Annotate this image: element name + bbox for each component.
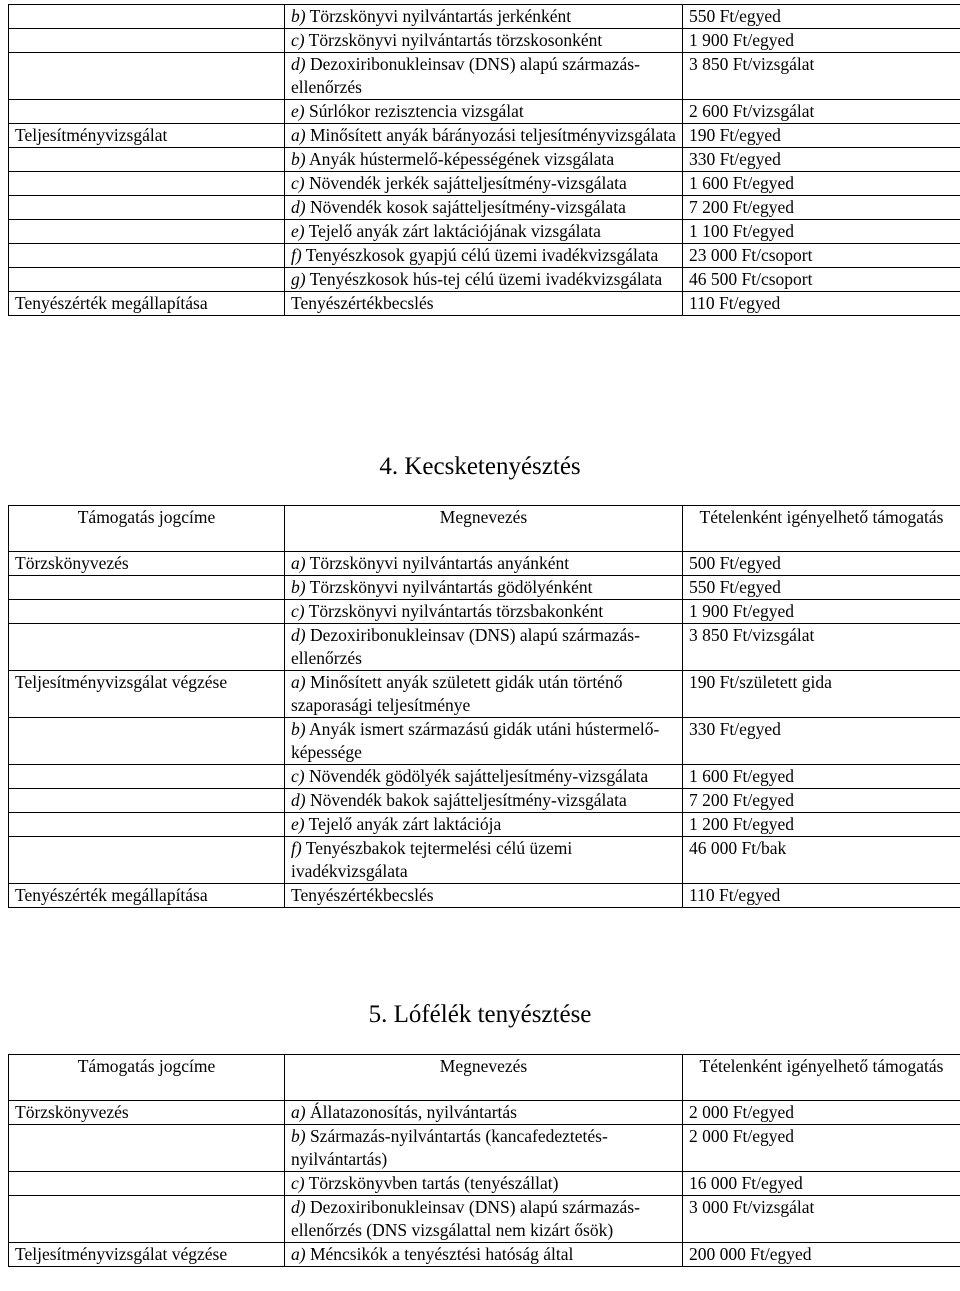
table-row xyxy=(9,624,960,671)
cell-amount: 1 900 Ft/egyed xyxy=(683,600,960,624)
cell-amount: 3 000 Ft/vizsgálat xyxy=(683,1196,960,1243)
item-name: Dezoxiribonukleinsav (DNS) alapú származás-ellenőrzés xyxy=(291,625,640,668)
cell-amount: 330 Ft/egyed xyxy=(683,148,960,172)
item-name: Súrlókor rezisztencia vizsgálat xyxy=(308,101,524,121)
item-name: Törzskönyvi nyilvántartás anyánként xyxy=(309,553,570,573)
item-letter: c) xyxy=(291,173,305,193)
cell-amount: 330 Ft/egyed xyxy=(683,718,960,765)
cell-amount: 3 850 Ft/vizsgálat xyxy=(683,53,960,100)
item-name: Tenyészértékbecslés xyxy=(291,293,434,313)
horse-table-body xyxy=(9,1101,960,1267)
table-row xyxy=(9,600,960,624)
item-letter: d) xyxy=(291,197,306,217)
cell-amount: 190 Ft/született gida xyxy=(683,671,960,718)
item-name: Törzskönyvi nyilvántartás jerkénként xyxy=(309,6,572,26)
table-row xyxy=(9,1243,960,1267)
cell-amount: 550 Ft/egyed xyxy=(683,576,960,600)
cell-megnevezes xyxy=(285,1172,683,1196)
cell-amount: 2 000 Ft/egyed xyxy=(683,1125,960,1172)
item-letter: f) xyxy=(291,245,302,265)
cell-jogcim xyxy=(9,196,285,220)
item-name: Anyák ismert származású gidák utáni hústermelő- képessége xyxy=(291,719,660,762)
item-name: Dezoxiribonukleinsav (DNS) alapú származás-ellenőrzés (DNS vizsgálattal nem kizárt ősök) xyxy=(291,1197,640,1240)
table-row xyxy=(9,100,960,124)
item-name: Törzskönyvi nyilvántartás törzskosonként xyxy=(308,30,603,50)
cell-jogcim xyxy=(9,765,285,789)
table-row xyxy=(9,1101,960,1125)
item-letter: b) xyxy=(291,1126,306,1146)
table-row xyxy=(9,552,960,576)
table-row xyxy=(9,813,960,837)
cell-jogcim: Tenyészérték megállapítása xyxy=(9,292,285,316)
table-row xyxy=(9,29,960,53)
cell-amount: 2 600 Ft/vizsgálat xyxy=(683,100,960,124)
item-name: Állatazonosítás, nyilvántartás xyxy=(309,1102,517,1122)
item-letter: b) xyxy=(291,6,306,26)
cell-jogcim: Tenyészérték megállapítása xyxy=(9,884,285,908)
cell-jogcim xyxy=(9,837,285,884)
item-letter: c) xyxy=(291,601,305,621)
cell-amount: 110 Ft/egyed xyxy=(683,292,960,316)
cell-jogcim: Teljesítményvizsgálat végzése xyxy=(9,671,285,718)
item-letter: a) xyxy=(291,1244,306,1264)
item-name: Minősített anyák bárányozási teljesítményvizsgálata xyxy=(309,125,676,145)
cell-amount: 1 600 Ft/egyed xyxy=(683,765,960,789)
table-row xyxy=(9,196,960,220)
table-row xyxy=(9,671,960,718)
cell-amount: 46 500 Ft/csoport xyxy=(683,268,960,292)
item-letter: a) xyxy=(291,553,306,573)
cell-jogcim xyxy=(9,268,285,292)
cell-jogcim xyxy=(9,576,285,600)
cell-megnevezes xyxy=(285,837,683,884)
cell-jogcim xyxy=(9,220,285,244)
item-name: Tenyészértékbecslés xyxy=(291,885,434,905)
cell-jogcim: Teljesítményvizsgálat xyxy=(9,124,285,148)
cell-amount: 110 Ft/egyed xyxy=(683,884,960,908)
cell-amount: 1 100 Ft/egyed xyxy=(683,220,960,244)
table-row xyxy=(9,292,960,316)
table-row xyxy=(9,718,960,765)
table-row xyxy=(9,837,960,884)
item-letter: f) xyxy=(291,838,302,858)
cell-jogcim: Törzskönyvezés xyxy=(9,552,285,576)
item-name: Származás-nyilvántartás (kancafedeztetés-nyilvántartás) xyxy=(291,1126,608,1169)
item-name: Törzskönyvi nyilvántartás törzsbakonként xyxy=(308,601,604,621)
cell-jogcim xyxy=(9,718,285,765)
cell-jogcim xyxy=(9,1172,285,1196)
table-row xyxy=(9,789,960,813)
table-header-row xyxy=(9,506,960,552)
header-jogcim: Támogatás jogcíme xyxy=(9,506,285,552)
item-name: Tenyészkosok hús-tej célú üzemi ivadékvizsgálata xyxy=(309,269,663,289)
table-row xyxy=(9,5,960,29)
item-name: Tejelő anyák zárt laktációjának vizsgálata xyxy=(308,221,601,241)
item-letter: e) xyxy=(291,221,305,241)
header-tamogatas: Tételenként igényelhető támogatás xyxy=(683,506,960,552)
cell-amount: 190 Ft/egyed xyxy=(683,124,960,148)
cell-jogcim xyxy=(9,600,285,624)
item-letter: d) xyxy=(291,625,306,645)
cell-megnevezes xyxy=(285,268,683,292)
section-heading-horse: 5. Lófélék tenyésztése xyxy=(368,1001,592,1028)
header-tamogatas: Tételenként igényelhető támogatás xyxy=(683,1055,960,1101)
table-row xyxy=(9,53,960,100)
cell-megnevezes xyxy=(285,29,683,53)
header-megnevezes: Megnevezés xyxy=(285,506,683,552)
cell-megnevezes xyxy=(285,196,683,220)
cell-jogcim xyxy=(9,5,285,29)
item-letter: e) xyxy=(291,101,305,121)
section-heading-goat: 4. Kecsketenyésztés xyxy=(379,453,581,480)
table-row xyxy=(9,244,960,268)
item-letter: d) xyxy=(291,790,306,810)
cell-megnevezes xyxy=(285,53,683,100)
item-name: Növendék gödölyék sajátteljesítmény-vizsgálata xyxy=(308,766,649,786)
cell-amount: 3 850 Ft/vizsgálat xyxy=(683,624,960,671)
sheep-table xyxy=(8,4,960,316)
item-name: Tejelő anyák zárt laktációja xyxy=(308,814,502,834)
cell-amount: 500 Ft/egyed xyxy=(683,552,960,576)
table-row xyxy=(9,268,960,292)
item-name: Törzskönyvi nyilvántartás gödölyénként xyxy=(309,577,593,597)
cell-megnevezes xyxy=(285,884,683,908)
goat-table xyxy=(8,505,960,908)
cell-megnevezes xyxy=(285,220,683,244)
cell-megnevezes xyxy=(285,292,683,316)
cell-amount: 1 200 Ft/egyed xyxy=(683,813,960,837)
cell-megnevezes xyxy=(285,552,683,576)
cell-megnevezes xyxy=(285,718,683,765)
item-name: Növendék bakok sajátteljesítmény-vizsgálata xyxy=(309,790,627,810)
cell-jogcim xyxy=(9,172,285,196)
table-row xyxy=(9,576,960,600)
cell-megnevezes xyxy=(285,789,683,813)
cell-megnevezes xyxy=(285,124,683,148)
cell-megnevezes xyxy=(285,1125,683,1172)
item-letter: d) xyxy=(291,1197,306,1217)
table-row xyxy=(9,765,960,789)
table-row xyxy=(9,1125,960,1172)
sheep-table-body xyxy=(9,5,960,316)
cell-megnevezes xyxy=(285,1196,683,1243)
cell-megnevezes xyxy=(285,100,683,124)
item-name: Dezoxiribonukleinsav (DNS) alapú származás-ellenőrzés xyxy=(291,54,640,97)
item-name: Minősített anyák született gidák után történő szaporasági teljesítménye xyxy=(291,672,623,715)
cell-amount: 2 000 Ft/egyed xyxy=(683,1101,960,1125)
item-letter: b) xyxy=(291,719,306,739)
horse-table xyxy=(8,1054,960,1267)
cell-amount: 1 600 Ft/egyed xyxy=(683,172,960,196)
item-letter: a) xyxy=(291,125,306,145)
cell-amount: 200 000 Ft/egyed xyxy=(683,1243,960,1267)
table-row xyxy=(9,124,960,148)
cell-amount: 1 900 Ft/egyed xyxy=(683,29,960,53)
cell-jogcim xyxy=(9,53,285,100)
item-letter: c) xyxy=(291,30,305,50)
table-row xyxy=(9,1196,960,1243)
header-jogcim: Támogatás jogcíme xyxy=(9,1055,285,1101)
cell-megnevezes xyxy=(285,1101,683,1125)
cell-megnevezes xyxy=(285,765,683,789)
item-letter: b) xyxy=(291,577,306,597)
cell-megnevezes xyxy=(285,244,683,268)
item-name: Növendék jerkék sajátteljesítmény-vizsgálata xyxy=(308,173,627,193)
item-name: Anyák hústermelő-képességének vizsgálata xyxy=(309,149,615,169)
cell-amount: 46 000 Ft/bak xyxy=(683,837,960,884)
cell-megnevezes xyxy=(285,148,683,172)
cell-amount: 550 Ft/egyed xyxy=(683,5,960,29)
cell-megnevezes xyxy=(285,5,683,29)
cell-jogcim xyxy=(9,813,285,837)
cell-jogcim xyxy=(9,29,285,53)
cell-jogcim xyxy=(9,1196,285,1243)
table-header-row xyxy=(9,1055,960,1101)
cell-jogcim xyxy=(9,100,285,124)
cell-jogcim xyxy=(9,244,285,268)
item-name: Törzskönyvben tartás (tenyészállat) xyxy=(308,1173,559,1193)
cell-jogcim xyxy=(9,624,285,671)
cell-jogcim: Teljesítményvizsgálat végzése xyxy=(9,1243,285,1267)
header-megnevezes: Megnevezés xyxy=(285,1055,683,1101)
item-name: Méncsikók a tenyésztési hatóság által xyxy=(309,1244,574,1264)
table-row xyxy=(9,884,960,908)
item-letter: e) xyxy=(291,814,305,834)
table-row xyxy=(9,220,960,244)
cell-amount: 7 200 Ft/egyed xyxy=(683,196,960,220)
item-letter: g) xyxy=(291,269,306,289)
item-letter: b) xyxy=(291,149,306,169)
table-row xyxy=(9,172,960,196)
table-row xyxy=(9,148,960,172)
item-name: Tenyészbakok tejtermelési célú üzemi ivadékvizsgálata xyxy=(291,838,573,881)
cell-megnevezes xyxy=(285,624,683,671)
item-letter: c) xyxy=(291,1173,305,1193)
item-letter: d) xyxy=(291,54,306,74)
cell-megnevezes xyxy=(285,600,683,624)
cell-megnevezes xyxy=(285,172,683,196)
cell-megnevezes xyxy=(285,671,683,718)
cell-amount: 23 000 Ft/csoport xyxy=(683,244,960,268)
item-letter: a) xyxy=(291,1102,306,1122)
cell-amount: 16 000 Ft/egyed xyxy=(683,1172,960,1196)
cell-megnevezes xyxy=(285,1243,683,1267)
cell-jogcim xyxy=(9,1125,285,1172)
item-name: Tenyészkosok gyapjú célú üzemi ivadékvizsgálata xyxy=(305,245,659,265)
cell-megnevezes xyxy=(285,813,683,837)
table-row xyxy=(9,1172,960,1196)
item-letter: c) xyxy=(291,766,305,786)
cell-megnevezes xyxy=(285,576,683,600)
cell-amount: 7 200 Ft/egyed xyxy=(683,789,960,813)
item-name: Növendék kosok sajátteljesítmény-vizsgálata xyxy=(309,197,626,217)
goat-table-body xyxy=(9,552,960,908)
cell-jogcim xyxy=(9,789,285,813)
cell-jogcim xyxy=(9,148,285,172)
item-letter: a) xyxy=(291,672,306,692)
cell-jogcim: Törzskönyvezés xyxy=(9,1101,285,1125)
